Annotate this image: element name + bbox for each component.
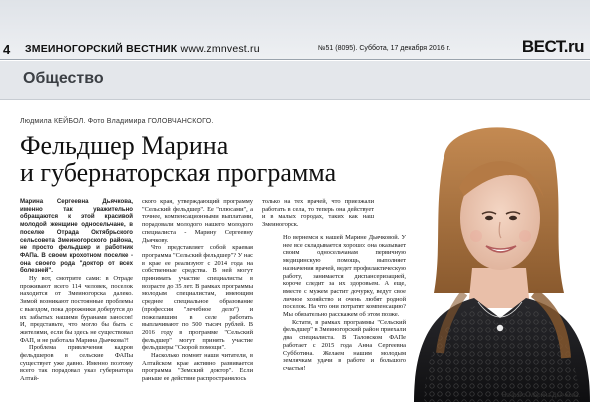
article-column-2 <box>142 198 253 408</box>
headline-line-2: и губернаторская программа <box>20 158 337 187</box>
article-paragraph: Ну вот, смотрите сами: в Отраде проживают всего 114 человек, поселок находится от Змеиногорска далеко. Зимой возникают постоянные проблемы с выездом, пока дорожники доберутся до их забытых нашими буранами заносов! И, представьте, что могло бы быть с жителями, если бы здесь не существовал ФАП, и не работала Марина Дьячкова?! <box>20 275 133 344</box>
publication-title <box>25 43 260 55</box>
issue-info: №51 (8095). Суббота, 17 декабря 2016 г. <box>318 45 451 52</box>
article-paragraph: Проблема привлечения кадров фельдшеров в сельские ФАПы существует уже давно. Именно поэтому всего так порадовал указ губернатора Алтай- <box>20 344 133 383</box>
article-column-3 <box>262 198 374 234</box>
section-bar <box>0 61 590 99</box>
publication-name: ЗМЕИНОГОРСКИЙ ВЕСТНИК <box>25 43 178 55</box>
article-paragraph: только на тех врачей, что приезжали работать в села, то теперь она действует и в малых городах, таких как наш Змеиногорск. <box>262 198 374 229</box>
photo-caption: На фото: Марина Дьячкова. <box>502 393 580 399</box>
portrait-photo <box>404 118 590 402</box>
article-column-4 <box>283 234 406 408</box>
article-paragraph: Кстати, в рамках программы "Сельский фельдшер" в Змеиногорский район приехали два специалиста. В Таловском ФАПе работает с 2015 года Анна Сергеевна Субботина. Желаем нашим молодым землячкам удачи в работе и большого счастья! <box>283 318 406 372</box>
article-paragraph: Но вернемся к нашей Марине Дьячковой. У нее все складывается хорошо: она оказывает своим односельчанам первичную медицинскую помощь, выполняет назначения врачей, ведет профилактическую работу, занимается диспансеризацией, короче следит за их здоровьем. А еще, вместе с мужем растит дочурку, ведут свое личное хозяйство и очень любят родной поселок. На что они потратят компенсацию? Мы обязательно расскажем об этом позже. <box>283 234 406 319</box>
article-headline <box>20 132 380 186</box>
masthead-divider <box>0 59 590 60</box>
article-column-1 <box>20 198 133 408</box>
article-byline: Людмила КЕЙБОЛ. Фото Владимира ГОЛОВЧАНСКОГО. <box>20 118 214 125</box>
article-paragraph: ского края, утверждающий программу "Сельский фельдшер". Ее "плюсами", а точнее, компенсационными выплатами, порадовали молодого нашего молодого специалиста - Марину Сергеевну Дьячкову. <box>142 198 253 244</box>
portrait-illustration <box>404 118 590 402</box>
masthead <box>0 0 590 60</box>
page-number: 4 <box>3 42 11 57</box>
article-paragraph: Что представляет собой краевая программа "Сельский фельдшер"? У нас в крае ее реализуют с 2014 года на собственные средства. В ней могут принимать участие специалисты в возрасте до 35 лет. В рамках программы молодым специалистам, имеющим среднее специальное образование (профессия "лечебное дело") и пожелавшим в селе работать выплачивают по 500 тысяч рублей. В 2016 году в программе "Сельский фельдшер" могут принять участие фельдшеры "Скорой помощи". <box>142 244 253 352</box>
article-lead: Марина Сергеевна Дьячкова, именно так уважительно обращаются к этой красивой молодой женщине односельчане, в поселке Отрада Октябрьского сельсовета Змеиногорского района, не просто фельдшер и работник ФАПа. В своем крохотном поселке - она своего рода "доктор от всех болезней". <box>20 198 133 275</box>
publication-website: www.zmnvest.ru <box>180 43 260 55</box>
section-divider <box>0 99 590 100</box>
section-title: Общество <box>23 70 104 87</box>
headline-line-1: Фельдшер Марина <box>20 131 229 160</box>
brand-logo: ВЕСТ.ru <box>521 37 584 56</box>
article-paragraph: Насколько помнят наши читатели, в Алтайском крае активно развивается программа "Земский доктор". Если раньше ее действие распространялось <box>142 352 253 383</box>
